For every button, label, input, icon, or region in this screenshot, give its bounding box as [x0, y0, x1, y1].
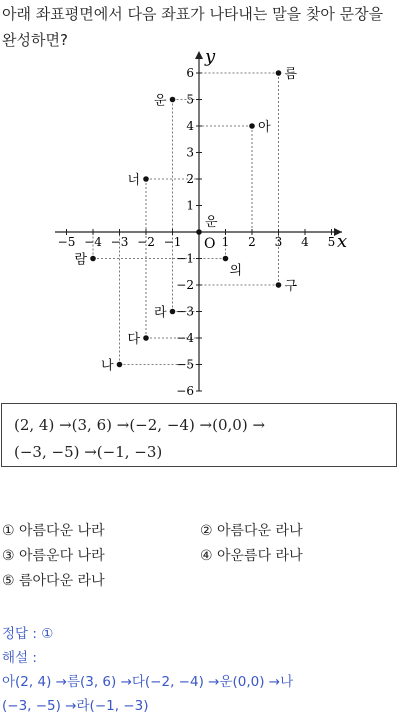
x-tick-label: 5: [327, 235, 336, 249]
choice-3[interactable]: ③ 아름운다 나라: [2, 548, 105, 564]
x-tick-label: −5: [57, 235, 76, 249]
choice-2[interactable]: ② 아름다운 라나: [200, 523, 303, 539]
point-label-9: 다: [127, 332, 140, 347]
y-tick-label: 3: [186, 145, 194, 160]
y-axis-label: y: [205, 46, 216, 67]
origin-label: O: [204, 236, 216, 252]
point-8: [170, 309, 176, 315]
y-tick-label: 6: [186, 66, 194, 80]
point-1: [170, 97, 176, 103]
y-tick-label: 5: [186, 92, 194, 107]
x-tick-label: 1: [221, 235, 230, 249]
question-text: 아래 좌표평면에서 다음 좌표가 나타내는 말을 찾아 문장을 완성하면?: [2, 5, 384, 49]
answer-text: 정답 : ①: [2, 626, 54, 642]
x-tick-label: 4: [301, 235, 309, 249]
x-tick-label: −3: [110, 235, 129, 249]
sequence-line-2: (−3, −5) →(−1, −3): [14, 443, 163, 461]
x-tick-label: 2: [248, 235, 256, 249]
y-axis-arrow: [195, 51, 203, 59]
x-tick-label: 3: [274, 235, 283, 249]
point-label-5: 람: [74, 252, 87, 268]
y-tick-label: −5: [176, 357, 194, 372]
y-tick-label: 4: [186, 119, 194, 133]
point-7: [276, 282, 282, 288]
point-label-6: 의: [229, 263, 243, 279]
point-label-4: 운: [205, 215, 218, 230]
point-3: [143, 176, 149, 182]
explanation-title: 해설 :: [2, 650, 37, 666]
point-4: [196, 229, 202, 235]
x-tick-label: −4: [84, 235, 102, 249]
y-tick-label: −1: [176, 251, 194, 266]
point-0: [276, 70, 282, 76]
point-label-10: 나: [100, 358, 114, 374]
choice-1[interactable]: ① 아름다운 나라: [2, 523, 105, 539]
choice-4[interactable]: ④ 아운름다 라나: [200, 548, 303, 564]
point-label-2: 아: [258, 120, 271, 135]
y-tick-label: 1: [186, 198, 194, 213]
y-tick-label: −2: [176, 278, 194, 292]
sequence-line-1: (2, 4) →(3, 6) →(−2, −4) →(0,0) →: [14, 416, 266, 434]
y-tick-label: −6: [176, 384, 194, 398]
y-tick-label: −4: [176, 331, 194, 345]
point-10: [117, 362, 123, 368]
x-tick-label: −1: [163, 235, 182, 249]
point-2: [249, 123, 255, 129]
x-axis-label: x: [337, 231, 348, 252]
point-label-8: 라: [153, 305, 167, 321]
x-tick-label: −2: [137, 235, 155, 249]
y-tick-label: 2: [186, 172, 194, 186]
point-9: [143, 335, 149, 341]
coordinate-plane: [0, 45, 400, 400]
choice-5[interactable]: ⑤ 름아다운 라나: [2, 573, 105, 589]
y-tick-label: −3: [176, 304, 194, 319]
point-label-0: 름: [284, 67, 298, 82]
point-label-1: 운: [153, 93, 167, 109]
point-6: [223, 256, 229, 262]
explanation-line-2: (−3, −5) →라(−1, −3): [2, 698, 149, 714]
point-label-3: 너: [127, 173, 140, 188]
point-label-7: 구: [284, 279, 298, 294]
coordinate-sequence-box: [1, 403, 397, 467]
point-5: [90, 256, 96, 262]
explanation-line-1: 아(2, 4) →름(3, 6) →다(−2, −4) →운(0,0) →나: [2, 674, 294, 690]
